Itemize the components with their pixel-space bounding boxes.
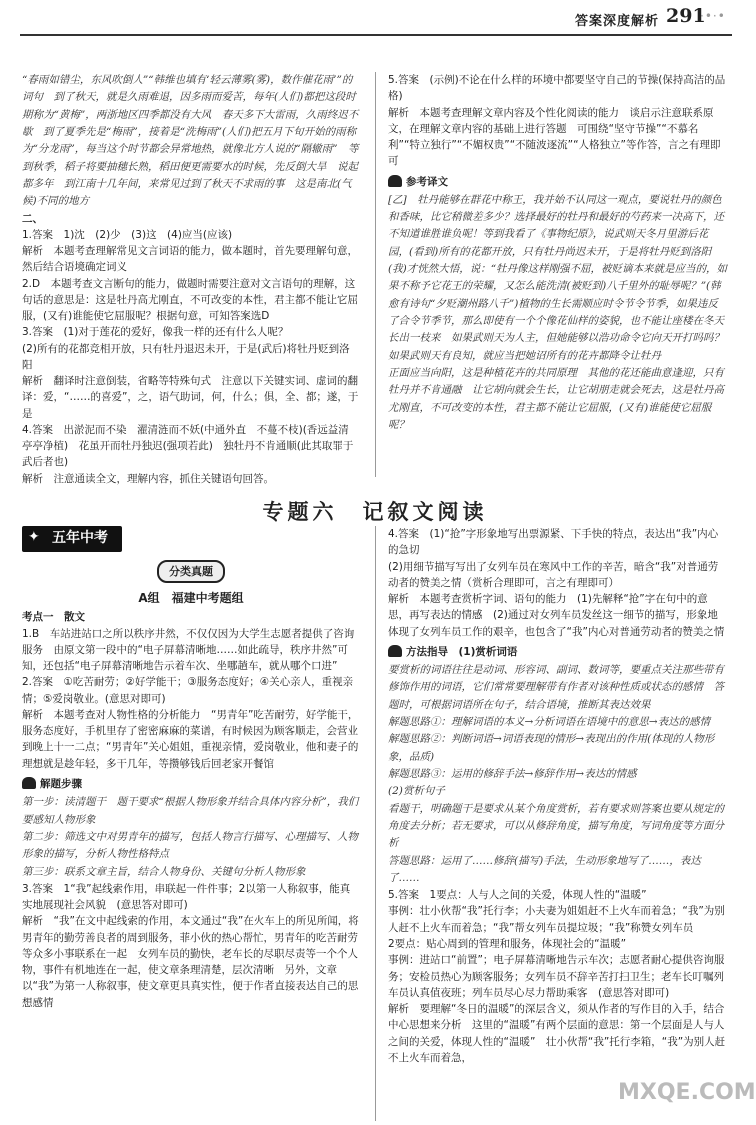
kaodian-heading: 考点一 散文	[22, 611, 85, 624]
steps-badge-icon	[22, 777, 36, 789]
group-a-heading: A组 福建中考题组	[138, 590, 244, 605]
answer-1: 1.答案 1)沈 (2)少 (3)这 (4)应当(应该)	[22, 228, 233, 241]
left-top-column	[22, 72, 360, 485]
right-top-column	[388, 72, 728, 477]
method-guide-label: 方法指导 (1)赏析词语	[406, 645, 518, 658]
method-answer-path: 答题思路：运用了……修辞(描写)手法，生动形象地写了……，表达了……	[388, 854, 701, 884]
section-title: 专题六 记叙文阅读	[262, 500, 488, 524]
section-two-marker: 二、	[22, 212, 43, 225]
answer-3-2: (2)所有的花都竞相开放，只有牡丹退迟未开，于是(武后)将牡丹贬到洛阳	[22, 342, 350, 371]
q2-answer: 2.答案 ①吃苦耐劳；②好学能干；③服务态度好；④关心亲人，重视亲情；⑤爱岗敬业。(意思对即可)	[22, 676, 354, 705]
classified-questions-badge: 分类真题	[157, 560, 225, 583]
q5-analysis: 解析 要理解“冬日的温暖”的深层含义，须从作者的写作目的入手，结合中心思想来分析 这里的“温暖”有两个层面的意思：第一个层面是人与人之间的关爱，体现人性的“温暖” 壮小伙帮“我”托行李箱，“我”为别人赶不上火车而着急，	[388, 1003, 726, 1064]
method-text: 要赏析的词语往往是动词、形容词、副词、数词等，要重点关注那些带有修饰作用的词语，它们常常要理解带有作者对该种性质或状态的感情 答题时，可根据词语所在句子，结合语境，推断其表达效果	[388, 664, 724, 711]
translation-continued: “春雨如错尘，东风吹倒人”“韩维也填有‘轻云薄雾(雾)，数作催花雨’”的词句 到了秋天，就是久雨难退，因多雨而爱苦，每年(人们)都把这段时期称为“黄梅”，两浙地区四季都没有大风 春天多下大雷雨，久雨终迟不歇 到了夏季先是“梅雨”，接着是“洗梅雨”(人们)把五月下旬开始的雨称为“分龙雨”，每当这个时节都会异常地热，就像北方人说的“隔辙雨” 等到秋季，稻子将要抽穗长熟，稻田便更需要水的时候，先反倒大旱 说起都多年 到江南十几年间，来常见过到了秋天不求雨的事 这是南北(气候)不同的地方	[22, 74, 359, 208]
header-rule	[20, 34, 732, 36]
method-sentence-text: 看题干，明确题干是要求从某个角度赏析，若有要求则答案也要从规定的角度去分析；若无要求，可以从修辞角度，描写角度，写词角度等方面分析	[388, 802, 724, 850]
step-1: 第一步：读清题干 题干要求“根据人物形象并结合具体内容分析”，我们要感知人物形象	[22, 796, 359, 826]
q5-examples-1: 事例：壮小伙帮“我”托行李；小夫妻为姐姐赶不上火车而着急；“我”为别人赶不上火车而着急；“我”帮女列车员提垃圾；“我”称赞女列车员	[388, 905, 725, 934]
translation-para-2: 正面应当向阳，这是种植花卉的共同原理 其他的花还能曲意逢迎，只有牡丹并不肯通融 让它胡向就会生长，让它胡朋走就会死去，这是牡丹高尤刚直，不可改变的本性，君主都不能让它屈服，(又有)谁能使它屈服呢？	[388, 366, 724, 431]
reference-translation-label: 参考译文	[406, 175, 448, 188]
q4-analysis: 解析 本题考查赏析字词、语句的能力 (1)先解释“抢”字在句中的意思，再写表达的情感 (2)通过对女列车员发丝这一细节的描写，形象地体现了女列车员工作的艰辛，也包含了“我”内心对普通劳动者的赞美之情	[388, 593, 725, 638]
q2-analysis: 解析 本题考查对人物性格的分析能力 “男青年”吃苦耐劳，好学能干，服务态度好，手机里存了密密麻麻的菜谱，有时候因为顾客顺走，会营业到晚上十一二点；“男青年”关心姐姐，重视亲情，爱岗敬业，他和妻子的理想就是趁年轻，多干几年，等攒够钱后回老家开餐馆	[22, 708, 359, 770]
five-year-banner: ✦ 五年中考	[22, 526, 122, 552]
column-divider-top	[375, 72, 376, 477]
method-path-3: 解题思路③：运用的修辞手法→修辞作用→表达的情感	[388, 768, 637, 780]
analysis-5: 解析 本题考查理解文章内容及个性化阅读的能力 谈启示注意联系原文，在理解文章内容的基础上进行答题 可围绕“坚守节操”“不慕名利”“特立独行”“不媚权贵”“不随波逐流”“人格独立”等作答，言之有理即可	[388, 106, 721, 168]
q5-answer: 5.答案 1要点：人与人之间的关爱，体现人性的“温暖”	[388, 889, 647, 902]
method-path-1: 解题思路①：理解词语的本义→分析词语在语境中的意思→表达的感情	[388, 716, 711, 729]
q5-point-2: 2要点：贴心周到的管理和服务，体现社会的“温暖”	[388, 937, 627, 950]
method-sentence-heading: (2)赏析句子	[388, 785, 445, 798]
step-3: 第三步：联系文章主旨，结合人物身份、关键句分析人物形象	[22, 865, 306, 878]
method-badge-icon	[388, 645, 402, 657]
translation-para-1: [乙] 牡丹能够在群花中称王，我并始不认同这一观点，要说牡丹的颜色和香味，比它稍微差多少？选择最好的牡丹和最好的芍药来一决高下，还不知道谁胜谁负呢！等到我看了《事物纪原》，说武则天冬月里游后花园，(看到)所有的花都开放，只有牡丹尚迟未开，于是将牡丹贬到洛阳 (我)才恍然大悟，说：“牡丹像这样刚强不屈，被贬谪本来就是应当的，如果不称予它花王的荣耀，又怎么能洗清(被贬到)八千里外的耻辱呢？”(韩愈有诗句“夕贬潮州路八千”)植物的生长需顺应时令节令节季，如果违反了合令节季节，那么即使有一个个像花仙样的姿貌，也不能让座楼在冬天长出一枝来 如果武则天为人主，但她能够以浩功命令它向天开打吗吗？如果武则天有良知，就应当把她诏所有的花卉都降令让牡丹	[388, 193, 728, 362]
column-divider-bottom	[375, 526, 376, 1121]
analysis-4: 解析 注意通读全文，理解内容，抓住关键语句回答。	[22, 472, 274, 485]
watermark: MXQE.COM	[618, 1080, 756, 1105]
step-2: 第二步：筛选文中对男青年的描写，包括人物言行描写、心理描写、人物形象的描写，分析人物性格特点	[22, 830, 358, 861]
solving-steps-tag	[22, 776, 82, 792]
answer-5: 5.答案 (示例)不论在什么样的环境中都要坚守自己的节操(保持高洁的品格)	[388, 74, 726, 103]
q4-answer-2: (2)用细节描写写出了女列车员在寒风中工作的辛苦，暗含“我”对普通劳动者的赞美之情（赏析合理即可，言之有理即可）	[388, 560, 719, 589]
method-guide-tag	[388, 644, 517, 660]
answer-3-1: 3.答案 (1)对于莲花的爱好，像我一样的还有什么人呢？	[22, 326, 289, 339]
q3-analysis: 解析 “我”在文中起线索的作用，本文通过“我”在火车上的所见所闻，将男青年的勤劳善良者的周到服务，菲小伙的热心帮忙，男青年的吃苦耐劳等众多小事联系在一起 女列车员的勤快，老车长的尽职尽责等一个个人物，事件有机地连在一起，使文章条理清楚，层次清晰 另外，文章以“我”为第一人称叙事，使文章更具真实性，便于作者直接表达自己的思想感情	[22, 915, 359, 1009]
method-path-2: 解题思路②：判断词语→词语表现的情形→表现出的作用(体现的人物形象，品质)	[388, 733, 715, 763]
analysis-1: 解析 本题考查理解常见文言词语的能力，做本题时，首先要理解句意，然后结合语境确定词义	[22, 245, 358, 274]
translation-badge-icon	[388, 175, 402, 187]
page-number: 291	[666, 5, 706, 27]
q3-answer: 3.答案 1“我”起线索作用，串联起一件件事；2以第一人称叙事，能真实地展现社会风貌 (意思答对即可)	[22, 882, 351, 912]
q4-answer-1: 4.答案 (1)“抢”字形象地写出票源紧、下手快的特点，表达出“我”内心的急切	[388, 528, 719, 557]
q5-examples-2: 事例：进站口“前置”；电子屏幕清晰地告示车次；志愿者耐心提供咨询服务；安检员热心为顾客服务；女列车员不辞辛苦打扫卫生；老车长叮嘱列车员认真值夜班；列车员尽心尽力帮助乘客 (意思答对即可)	[388, 954, 725, 999]
right-bottom-column	[388, 526, 728, 1121]
page-header	[0, 0, 750, 38]
answer-4: 4.答案 出淤泥而不染 濯清涟而不妖(中通外直 不蔓不枝)(香远益清 亭亭净植) 花虽开而牡丹独迟(强项若此) 独牡丹不肯通顺(此其取罪于武后者也)	[22, 423, 360, 469]
header-label: 答案深度解析	[575, 14, 660, 29]
analysis-3: 解析 翻译时注意倒装，省略等特殊句式 注意以下关键实词、虚词的翻译：爱，“……的喜爱”，之，语气助词，何，什么；俱，全、都；遂，于是	[22, 375, 359, 420]
reference-translation-tag	[388, 174, 448, 190]
header-dots: ·•·•	[700, 9, 726, 23]
q1-answer: 1.B 车站进站口之所以秩序井然，不仅仅因为大学生志愿者提供了咨询服务 由原文第一段中的“电子屏幕清晰地……如此疏导，秩序井然”可知，还包括“电子屏幕清晰地告示着车次、坐哪趟车，就从哪个口进”	[22, 627, 355, 673]
left-bottom-column	[22, 526, 360, 1121]
solving-steps-label: 解题步骤	[40, 777, 82, 790]
answer-2: 2.D 本题考查文言断句的能力，做题时需要注意对文言语句的理解，这句话的意思是：这是牡丹高尤刚直，不可改变的本性，君主都不能让它屈服，(又有)谁能使它屈服呢？根据句意，可知答案选D	[22, 277, 358, 323]
